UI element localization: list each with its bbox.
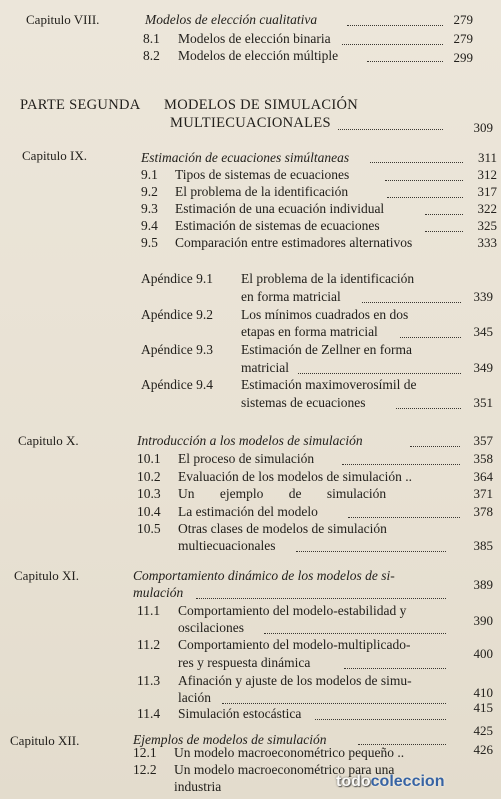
section-page: 415 <box>473 700 493 715</box>
section-page: 400 <box>473 646 493 661</box>
section-page: 322 <box>477 201 497 216</box>
appendix-title: Los mínimos cuadrados en dos <box>241 307 409 322</box>
section-title-cont: industria <box>174 779 222 794</box>
section-page: 325 <box>477 218 497 233</box>
section-page: 390 <box>473 613 493 628</box>
part-title-line2: MULTIECUACIONALES <box>170 115 331 131</box>
appendix-page: 351 <box>473 395 493 410</box>
section-number: 9.4 <box>141 218 158 233</box>
section-number: 11.3 <box>137 673 161 688</box>
section-title: El proceso de simulación <box>178 451 315 466</box>
section-page: 299 <box>453 50 473 65</box>
leader-dots <box>348 517 460 518</box>
section-page: 426 <box>473 742 493 757</box>
section-title: Un ejemplo de simulación <box>178 486 387 501</box>
section-title-cont: res y respuesta dinámica <box>178 655 311 670</box>
section-title: Un modelo macroeconométrico pequeño .. <box>174 745 405 760</box>
section-number: 10.5 <box>137 521 161 536</box>
section-number: 9.5 <box>141 235 158 250</box>
section-number: 9.2 <box>141 184 158 199</box>
appendix-label: Apéndice 9.4 <box>141 377 213 392</box>
section-page: 312 <box>477 167 497 182</box>
part-title-line1: MODELOS DE SIMULACIÓN <box>164 97 358 113</box>
leader-dots <box>315 719 446 720</box>
section-page: 410 <box>473 685 493 700</box>
section-title: Tipos de sistemas de ecuaciones <box>175 167 350 182</box>
section-title: Modelos de elección múltiple <box>178 48 339 63</box>
section-number: 11.4 <box>137 706 161 721</box>
chapter-12-title: Ejemplos de modelos de simulación <box>133 732 327 747</box>
leader-dots <box>396 408 461 409</box>
chapter-8-title: Modelos de elección cualitativa <box>145 12 318 27</box>
chapter-9-title: Estimación de ecuaciones simúltaneas <box>141 150 350 165</box>
section-title: Comportamiento del modelo-estabilidad y <box>178 603 407 618</box>
section-title: La estimación del modelo <box>178 504 318 519</box>
section-title: Simulación estocástica <box>178 706 302 721</box>
section-title: Evaluación de los modelos de simulación .. <box>178 469 412 484</box>
appendix-label: Apéndice 9.2 <box>141 307 213 322</box>
section-number: 9.3 <box>141 201 158 216</box>
section-title-cont: multiecuacionales <box>178 538 276 553</box>
section-number: 10.1 <box>137 451 161 466</box>
appendix-title-cont: etapas en forma matricial <box>241 324 378 339</box>
leader-dots <box>342 464 460 465</box>
section-number: 11.1 <box>137 603 161 618</box>
leader-dots <box>387 197 463 198</box>
chapter-11-title-cont: mulación <box>133 585 184 600</box>
part-page: 309 <box>473 120 493 135</box>
section-number: 8.1 <box>143 31 160 46</box>
appendix-title: Estimación maximoverosímil de <box>241 377 417 392</box>
chapter-10-label: Capitulo X. <box>18 433 79 448</box>
leader-dots <box>342 44 443 45</box>
section-page: 279 <box>453 31 473 46</box>
section-number: 12.1 <box>133 745 157 760</box>
leader-dots <box>400 337 461 338</box>
appendix-page: 339 <box>473 289 493 304</box>
section-title: Modelos de elección binaria <box>178 31 331 46</box>
section-page: 333 <box>477 235 497 250</box>
appendix-label: Apéndice 9.3 <box>141 342 213 357</box>
section-title: Estimación de sistemas de ecuaciones <box>175 218 380 233</box>
section-title-cont: oscilaciones <box>178 620 244 635</box>
leader-dots <box>347 25 443 26</box>
watermark-text: todo <box>336 773 371 790</box>
chapter-11-page: 389 <box>473 577 493 592</box>
section-title: Estimación de una ecuación individual <box>175 201 385 216</box>
section-number: 8.2 <box>143 48 160 63</box>
section-page: 364 <box>473 469 493 484</box>
leader-dots <box>385 180 463 181</box>
chapter-10-page: 357 <box>473 433 493 448</box>
leader-dots <box>298 373 461 374</box>
chapter-8-page: 279 <box>453 12 473 27</box>
chapter-11-title: Comportamiento dinámico de los modelos de si- <box>133 568 395 583</box>
appendix-title: Estimación de Zellner en forma <box>241 342 412 357</box>
chapter-9-page: 311 <box>477 150 497 165</box>
appendix-title-cont: sistemas de ecuaciones <box>241 395 366 410</box>
appendix-page: 349 <box>473 360 493 375</box>
leader-dots <box>367 61 443 62</box>
section-title: Un modelo macroeconométrico para una <box>174 762 395 777</box>
appendix-label: Apéndice 9.1 <box>141 271 213 286</box>
section-title-cont: lación <box>178 690 211 705</box>
section-number: 10.4 <box>137 504 161 519</box>
leader-dots <box>296 551 446 552</box>
appendix-title-cont: matricial <box>241 360 289 375</box>
section-title: Comportamiento del modelo-multiplicado- <box>178 637 411 652</box>
section-page: 385 <box>473 538 493 553</box>
watermark-text-accent: coleccion <box>370 773 445 790</box>
section-page: 358 <box>473 451 493 466</box>
leader-dots <box>338 129 443 130</box>
chapter-12-label: Capitulo XII. <box>10 733 80 748</box>
section-page: 378 <box>473 504 493 519</box>
part-label: PARTE SEGUNDA <box>20 97 141 113</box>
section-title: Comparación entre estimadores alternativos <box>175 235 413 250</box>
appendix-page: 345 <box>473 324 493 339</box>
chapter-10-title: Introducción a los modelos de simulación <box>137 433 363 448</box>
chapter-9-label: Capitulo IX. <box>22 148 87 163</box>
leader-dots <box>344 668 446 669</box>
leader-dots <box>362 302 461 303</box>
section-title: El problema de la identificación <box>175 184 349 199</box>
section-number: 12.2 <box>133 762 157 777</box>
chapter-12-page: 425 <box>473 723 493 738</box>
watermark-logo <box>336 773 444 791</box>
appendix-title: El problema de la identificación <box>241 271 415 286</box>
section-number: 10.3 <box>137 486 161 501</box>
section-title: Otras clases de modelos de simulación <box>178 521 387 536</box>
section-page: 371 <box>473 486 493 501</box>
leader-dots <box>222 703 446 704</box>
leader-dots <box>264 633 446 634</box>
chapter-11-label: Capitulo XI. <box>14 568 79 583</box>
section-number: 11.2 <box>137 637 161 652</box>
appendix-title-cont: en forma matricial <box>241 289 341 304</box>
chapter-8-label: Capitulo VIII. <box>26 12 100 27</box>
section-number: 10.2 <box>137 469 161 484</box>
section-title: Afinación y ajuste de los modelos de simu- <box>178 673 412 688</box>
section-page: 317 <box>477 184 497 199</box>
leader-dots <box>196 598 446 599</box>
section-number: 9.1 <box>141 167 158 182</box>
leader-dots <box>370 162 463 163</box>
